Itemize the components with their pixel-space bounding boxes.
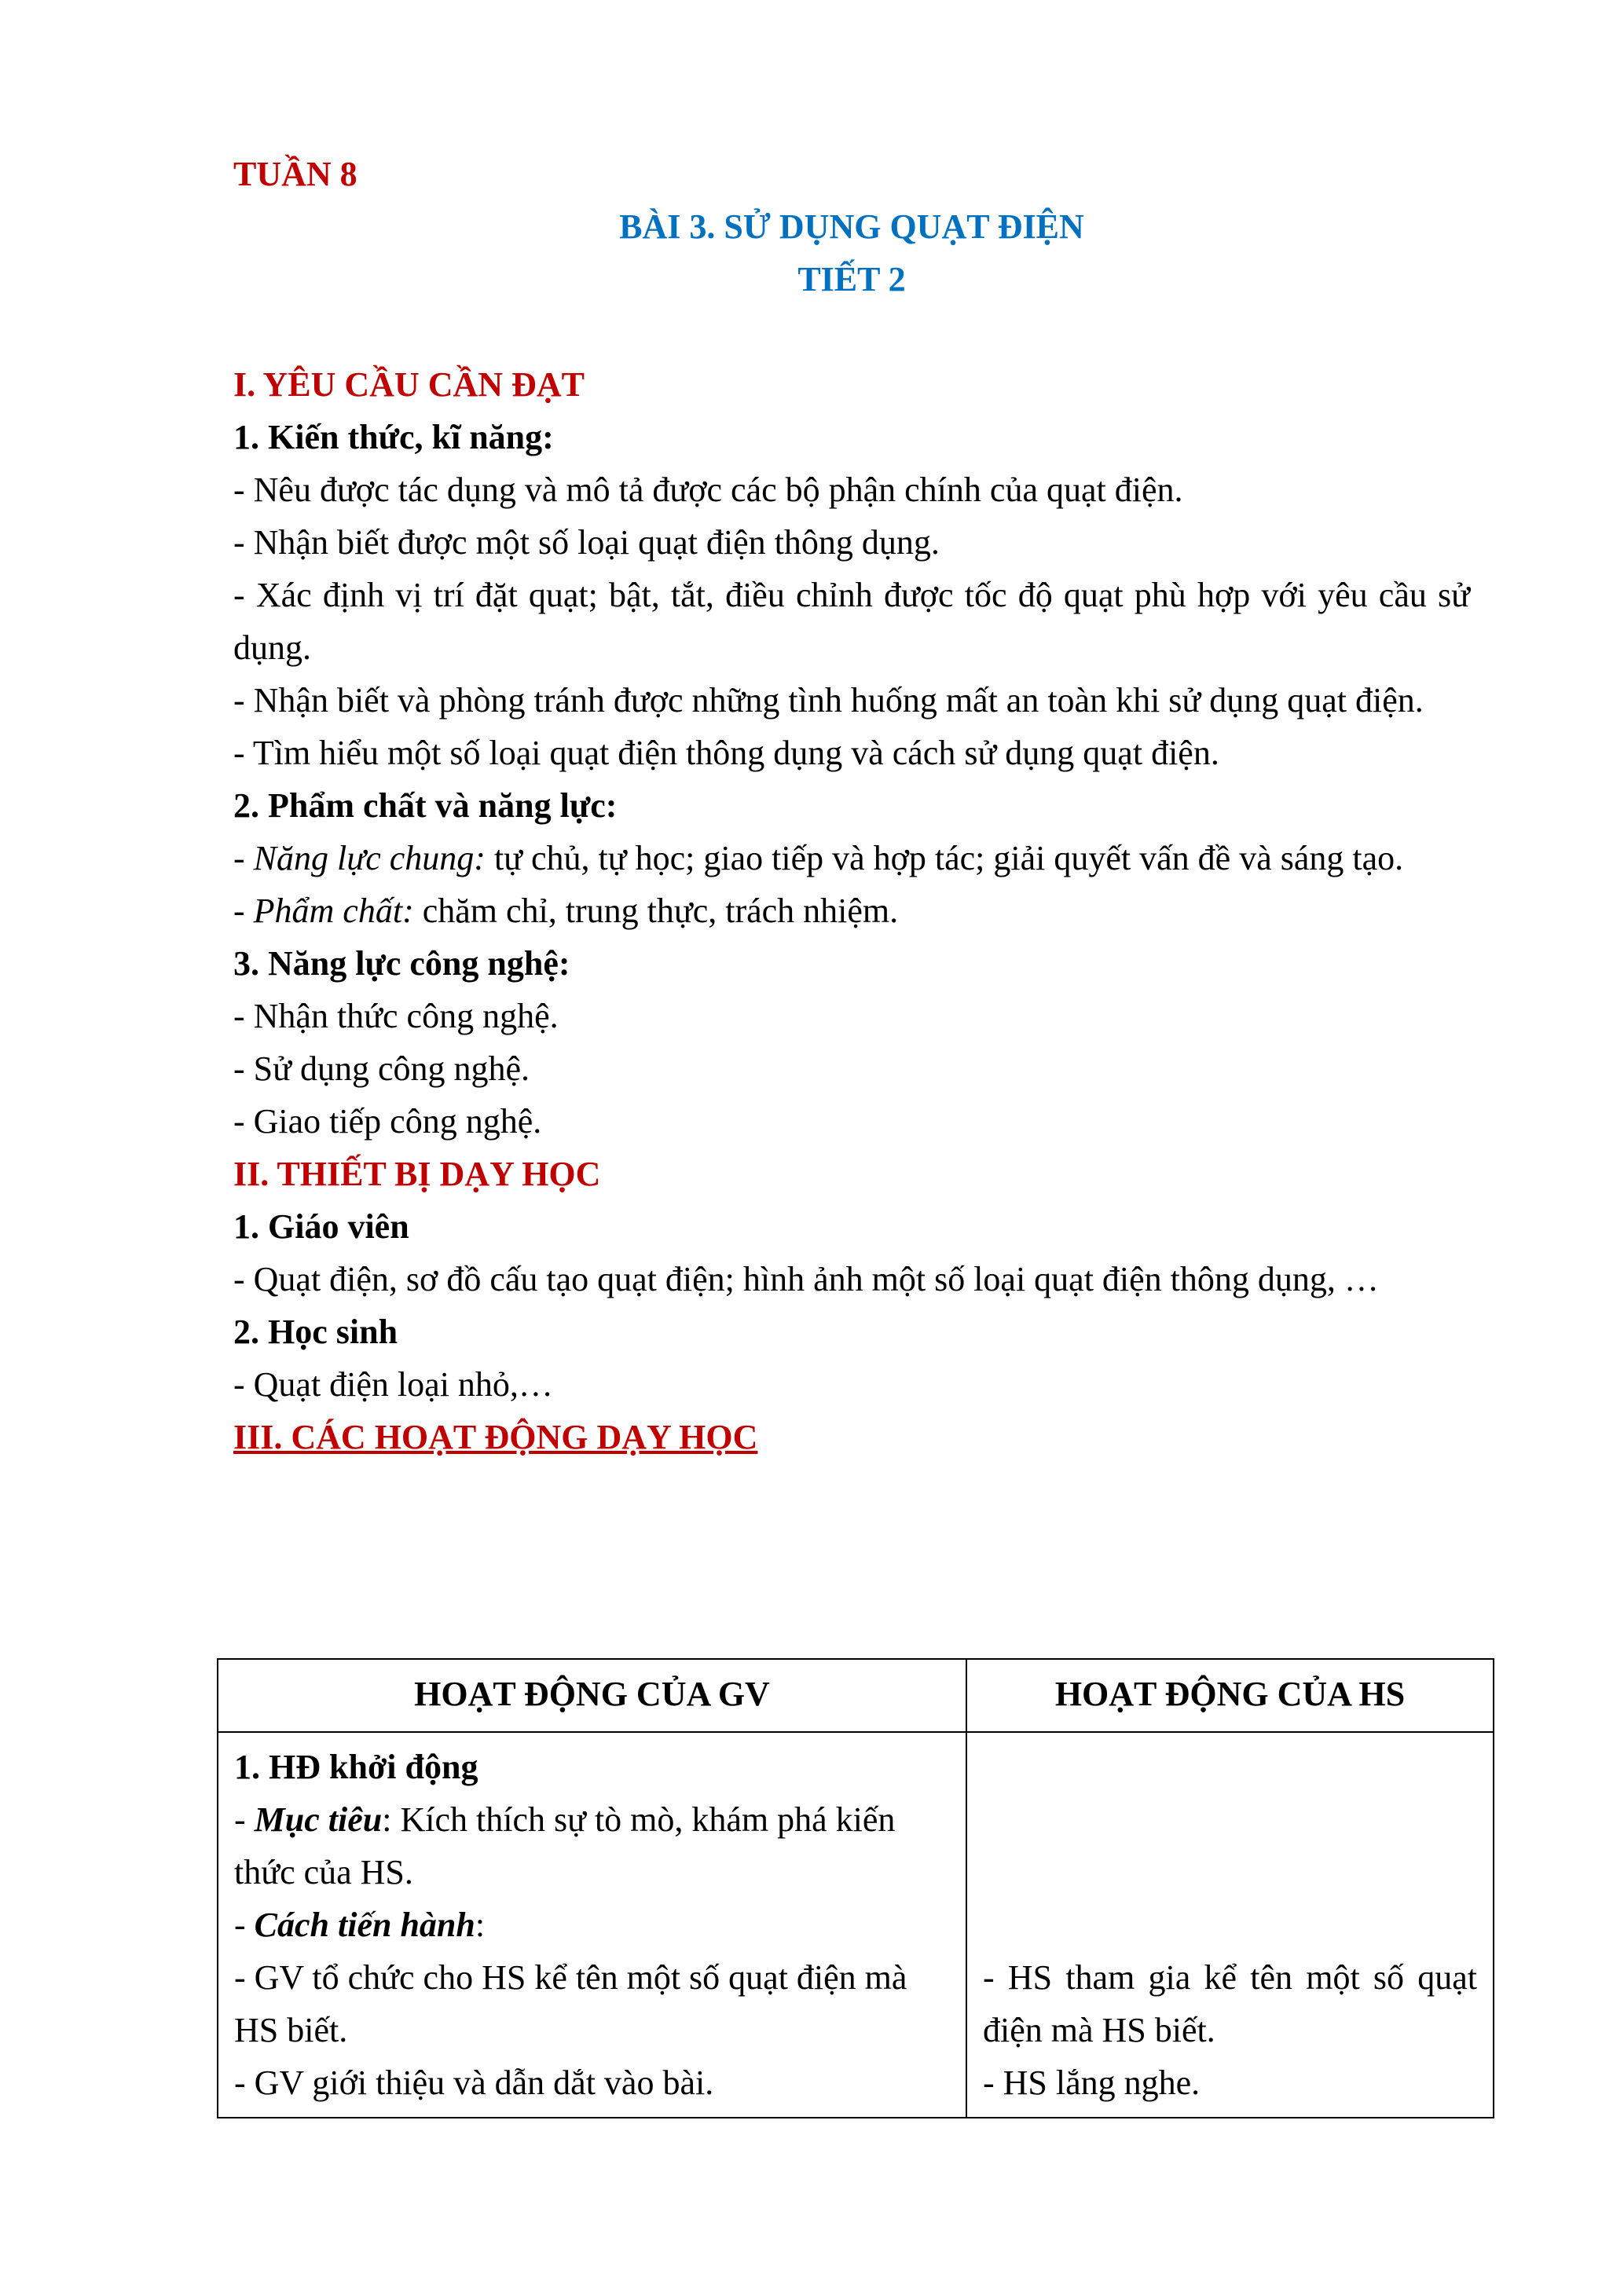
table-row	[218, 1732, 1494, 2118]
column-header-student: HOẠT ĐỘNG CỦA HS	[966, 1659, 1494, 1732]
activities-table	[217, 1658, 1494, 2118]
spacer	[233, 306, 1470, 358]
list-item: - Nêu được tác dụng và mô tả được các bộ phận chính của quạt điện.	[233, 471, 1183, 509]
section-heading-requirements: I. YÊU CẦU CẦN ĐẠT	[233, 365, 585, 404]
section-heading-activities: III. CÁC HOẠT ĐỘNG DẠY HỌC	[233, 1418, 758, 1456]
activity-title: 1. HĐ khởi động	[234, 1748, 478, 1786]
subheading-student: 2. Học sinh	[233, 1313, 398, 1351]
list-item-general-competency: - Năng lực chung: tự chủ, tự học; giao tiếp và hợp tác; giải quyết vấn đề và sáng tạo.	[233, 839, 1404, 877]
procedure-line: - Cách tiến hành:	[234, 1906, 486, 1944]
objective-label: Mục tiêu	[254, 1800, 383, 1839]
general-competency-text: tự chủ, tự học; giao tiếp và hợp tác; giải quyết vấn đề và sáng tạo.	[485, 839, 1404, 877]
subheading-teacher: 1. Giáo viên	[233, 1207, 409, 1246]
objective-text: : Kích thích sự tò mò, khám phá kiến thức của HS.	[234, 1800, 896, 1891]
table-header-row	[218, 1659, 1494, 1732]
column-header-teacher: HOẠT ĐỘNG CỦA GV	[218, 1659, 966, 1732]
list-item: - Giao tiếp công nghệ.	[233, 1102, 542, 1141]
teacher-step: - GV tổ chức cho HS kể tên một số quạt điện mà HS biết.	[234, 1958, 907, 2049]
qualities-text: chăm chỉ, trung thực, trách nhiệm.	[413, 892, 899, 930]
list-item-qualities: - Phẩm chất: chăm chỉ, trung thực, trách nhiệm.	[233, 892, 899, 930]
list-item: - Tìm hiểu một số loại quạt điện thông dụng và cách sử dụng quạt điện.	[233, 734, 1219, 772]
period-label: TIẾT 2	[797, 260, 906, 298]
general-competency-label: Năng lực chung:	[253, 839, 486, 877]
subheading-tech-competency: 3. Năng lực công nghệ:	[233, 944, 570, 983]
list-item: - Nhận biết được một số loại quạt điện thông dụng.	[233, 523, 940, 562]
student-activity-cell	[966, 1732, 1494, 2118]
qualities-label: Phẩm chất:	[253, 892, 414, 930]
week-label: TUẦN 8	[233, 155, 357, 193]
procedure-label: Cách tiến hành	[254, 1906, 475, 1944]
list-item: - Sử dụng công nghệ.	[233, 1049, 530, 1088]
cell-spacer	[983, 1741, 1477, 1951]
student-step: - HS lắng nghe.	[983, 2063, 1201, 2102]
subheading-qualities-competencies: 2. Phẩm chất và năng lực:	[233, 786, 618, 825]
student-step: - HS tham gia kể tên một số quạt điện mà HS biết.	[983, 1958, 1477, 2049]
document-body	[233, 148, 1479, 1463]
lesson-title: BÀI 3. SỬ DỤNG QUẠT ĐIỆN	[619, 207, 1084, 246]
list-item: - Xác định vị trí đặt quạt; bật, tắt, điều chỉnh được tốc độ quạt phù hợp với yêu cầu sử dụng.	[233, 576, 1479, 667]
procedure-colon: :	[475, 1906, 486, 1944]
list-item: - Nhận biết và phòng tránh được những tình huống mất an toàn khi sử dụng quạt điện.	[233, 681, 1424, 720]
list-item: - Quạt điện loại nhỏ,…	[233, 1365, 553, 1404]
list-item: - Nhận thức công nghệ.	[233, 997, 559, 1035]
subheading-knowledge-skills: 1. Kiến thức, kĩ năng:	[233, 418, 554, 456]
section-heading-equipment: II. THIẾT BỊ DẠY HỌC	[233, 1155, 601, 1193]
teacher-activity-cell	[218, 1732, 966, 2118]
teacher-step: - GV giới thiệu và dẫn dắt vào bài.	[234, 2063, 714, 2102]
list-item: - Quạt điện, sơ đồ cấu tạo quạt điện; hình ảnh một số loại quạt điện thông dụng, …	[233, 1260, 1379, 1298]
objective-line: - Mục tiêu: Kích thích sự tò mò, khám phá kiến thức của HS.	[234, 1800, 896, 1891]
